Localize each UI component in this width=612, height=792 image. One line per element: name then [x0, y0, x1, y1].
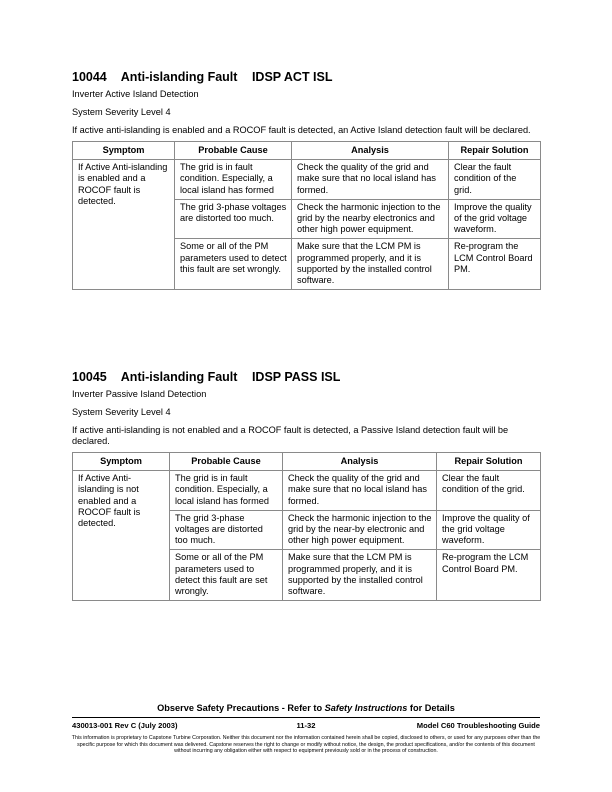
- fault-code-number: 10044: [72, 70, 107, 84]
- analysis-cell: Check the quality of the grid and make sure that no local island has formed.: [292, 160, 449, 200]
- fault-severity: System Severity Level 4: [72, 407, 171, 417]
- fault-subtitle: Inverter Active Island Detection: [72, 89, 199, 99]
- header-repair-solution: Repair Solution: [449, 142, 541, 160]
- fault-identifier: IDSP ACT ISL: [251, 70, 333, 84]
- fault-subtitle: Inverter Passive Island Detection: [72, 389, 207, 399]
- cause-cell: Some or all of the PM parameters used to detect this fault are set wrongly.: [175, 239, 292, 290]
- header-analysis: Analysis: [283, 453, 437, 471]
- document-number: 430013-001 Rev C (July 2003): [72, 721, 178, 730]
- cause-cell: The grid 3-phase voltages are distorted too much.: [175, 199, 292, 239]
- safety-notice: [0, 703, 612, 713]
- safety-instructions-ref: Safety Instructions: [324, 703, 408, 713]
- repair-cell: Re-program the LCM Control Board PM.: [449, 239, 541, 290]
- document-title: Model C60 Troubleshooting Guide: [416, 721, 540, 730]
- safety-prefix: Observe Safety Precautions - Refer to: [157, 703, 325, 713]
- header-probable-cause: Probable Cause: [175, 142, 292, 160]
- fault-section-10044: [72, 70, 540, 290]
- table-row: [73, 471, 541, 511]
- fault-severity: System Severity Level 4: [72, 107, 171, 117]
- footer-divider: [72, 717, 540, 718]
- header-symptom: Symptom: [73, 453, 170, 471]
- fault-code-number: 10045: [72, 370, 107, 384]
- analysis-cell: Check the harmonic injection to the grid by the near-by electronic and other high power equipment.: [283, 510, 437, 550]
- fault-description: If active anti-islanding is enabled and a ROCOF fault is detected, an Active Island detection fault will be declared.: [72, 125, 531, 135]
- repair-cell: Clear the fault condition of the grid.: [449, 160, 541, 200]
- symptom-cell: If Active Anti-islanding is not enabled and a ROCOF fault is detected.: [73, 471, 170, 601]
- analysis-cell: Make sure that the LCM PM is programmed properly, and it is supported by the installed control software.: [283, 550, 437, 601]
- header-repair-solution: Repair Solution: [437, 453, 541, 471]
- table-header-row: [73, 453, 541, 471]
- header-probable-cause: Probable Cause: [170, 453, 283, 471]
- fault-section-10045: [72, 370, 540, 601]
- safety-suffix: for Details: [407, 703, 455, 713]
- header-symptom: Symptom: [73, 142, 175, 160]
- repair-cell: Improve the quality of the grid voltage waveform.: [437, 510, 541, 550]
- cause-cell: The grid 3-phase voltages are distorted too much.: [170, 510, 283, 550]
- fault-title: Anti-islanding Fault: [120, 70, 238, 84]
- symptom-cell: If Active Anti-islanding is enabled and a ROCOF fault is detected.: [73, 160, 175, 290]
- repair-cell: Clear the fault condition of the grid.: [437, 471, 541, 511]
- header-analysis: Analysis: [292, 142, 449, 160]
- fault-identifier: IDSP PASS ISL: [251, 370, 341, 384]
- repair-cell: Improve the quality of the grid voltage waveform.: [449, 199, 541, 239]
- cause-cell: The grid is in fault condition. Especially, a local island has formed: [170, 471, 283, 511]
- fault-heading: [72, 370, 540, 384]
- repair-cell: Re-program the LCM Control Board PM.: [437, 550, 541, 601]
- fault-heading: [72, 70, 540, 84]
- cause-cell: Some or all of the PM parameters used to detect this fault are set wrongly.: [170, 550, 283, 601]
- cause-cell: The grid is in fault condition. Especially, a local island has formed: [175, 160, 292, 200]
- analysis-cell: Make sure that the LCM PM is programmed properly, and it is supported by the installed control software.: [292, 239, 449, 290]
- analysis-cell: Check the quality of the grid and make sure that no local island has formed.: [283, 471, 437, 511]
- troubleshooting-table: [72, 141, 541, 290]
- page-number: 11-32: [296, 721, 316, 730]
- fault-title: Anti-islanding Fault: [120, 370, 238, 384]
- proprietary-disclaimer: This information is proprietary to Capstone Turbine Corporation. Neither this document nor the information contained herein shall be copied, disclosed to others, or used for any purposes other than the specific purpose for which this document was delivered. Capstone reserves the right to change or modify without notice, the design, the product specifications, and/or the contents of this document without incurring any obligation either with respect to equipment previously sold or in the process of construction.: [71, 735, 541, 755]
- table-row: [73, 160, 541, 200]
- analysis-cell: Check the harmonic injection to the grid by the nearby electronics and other high power equipment.: [292, 199, 449, 239]
- table-header-row: [73, 142, 541, 160]
- fault-description: If active anti-islanding is not enabled and a ROCOF fault is detected, a Passive Island detection fault will be declared.: [72, 425, 509, 446]
- troubleshooting-table: [72, 452, 541, 601]
